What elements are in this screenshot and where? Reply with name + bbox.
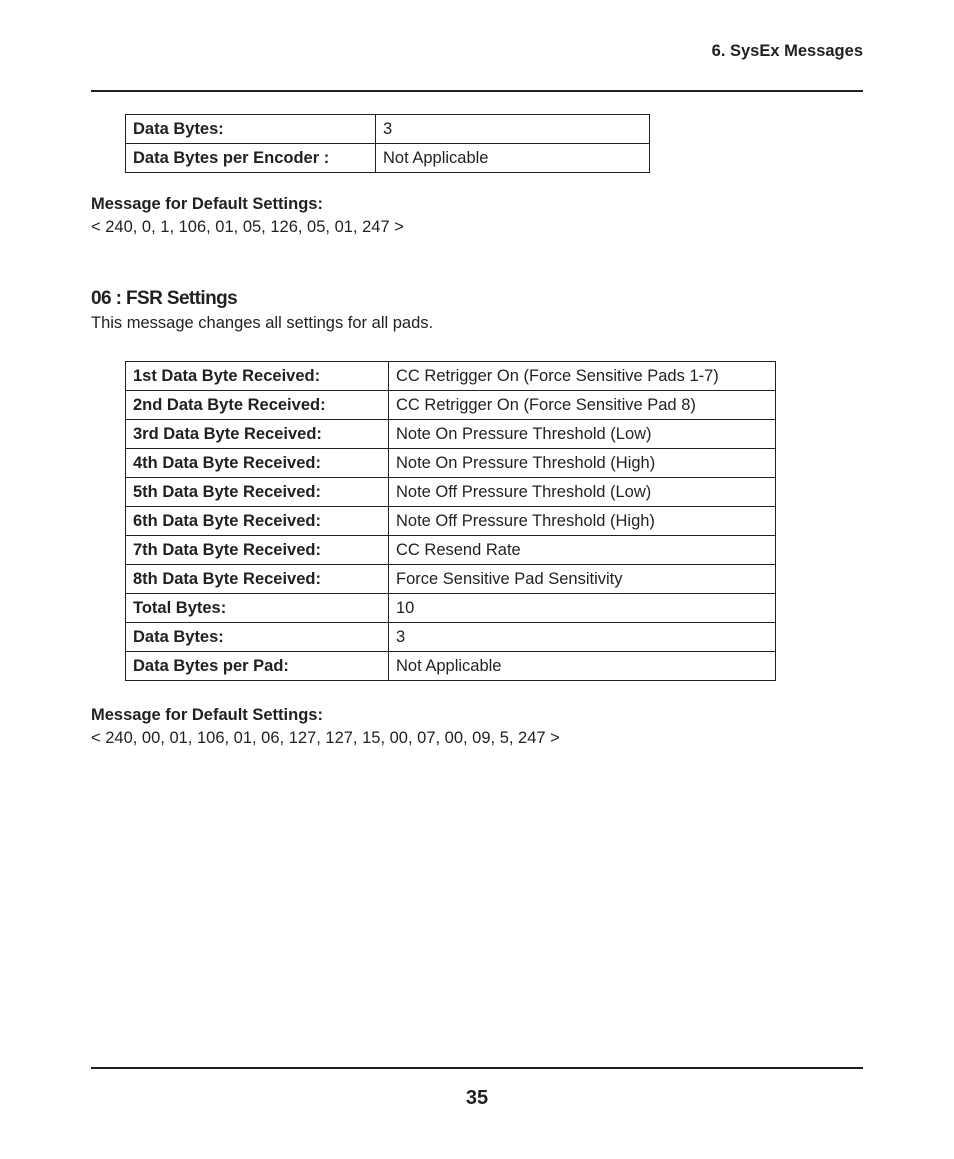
table-row-label: 4th Data Byte Received: [126,449,389,478]
table-row-value: 3 [389,623,776,652]
encoder-default-message-label: Message for Default Settings: [91,195,323,213]
table-row [126,565,776,594]
table-row [126,594,776,623]
table-row-value: Note Off Pressure Threshold (High) [389,507,776,536]
table-row [126,507,776,536]
table-row [126,652,776,681]
table-row-label: Data Bytes: [126,115,376,144]
table-row [126,391,776,420]
table-row [126,536,776,565]
table-row-value: CC Retrigger On (Force Sensitive Pads 1-7) [389,362,776,391]
table-row-value: CC Retrigger On (Force Sensitive Pad 8) [389,391,776,420]
fsr-section-description: This message changes all settings for all pads. [91,314,434,332]
footer-rule [91,1067,863,1069]
table-row-value: Not Applicable [389,652,776,681]
encoder-settings-table [125,114,650,173]
table-row [126,115,650,144]
table-row [126,449,776,478]
table-row-value: CC Resend Rate [389,536,776,565]
running-header-section: 6. SysEx Messages [711,42,863,60]
table-row-label: 2nd Data Byte Received: [126,391,389,420]
table-row-label: Data Bytes per Pad: [126,652,389,681]
table-row-label: Data Bytes: [126,623,389,652]
table-row-label: 5th Data Byte Received: [126,478,389,507]
table-row-value: 10 [389,594,776,623]
table-row-label: 1st Data Byte Received: [126,362,389,391]
table-row-value: Note Off Pressure Threshold (Low) [389,478,776,507]
table-row [126,144,650,173]
table-row-label: 6th Data Byte Received: [126,507,389,536]
table-row-label: Data Bytes per Encoder : [126,144,376,173]
table-row-label: 7th Data Byte Received: [126,536,389,565]
table-row [126,623,776,652]
table-row-value: Note On Pressure Threshold (Low) [389,420,776,449]
table-row [126,478,776,507]
table-row-value: Not Applicable [376,144,650,173]
table-row-label: Total Bytes: [126,594,389,623]
table-row-label: 8th Data Byte Received: [126,565,389,594]
fsr-section-title: 06 : FSR Settings [91,288,238,309]
fsr-default-message-label: Message for Default Settings: [91,706,323,724]
table-row-label: 3rd Data Byte Received: [126,420,389,449]
table-row [126,362,776,391]
table-row-value: 3 [376,115,650,144]
table-row-value: Force Sensitive Pad Sensitivity [389,565,776,594]
encoder-default-message-value: < 240, 0, 1, 106, 01, 05, 126, 05, 01, 247 > [91,218,404,236]
header-rule [91,90,863,92]
page-number: 35 [465,1087,489,1109]
table-row-value: Note On Pressure Threshold (High) [389,449,776,478]
fsr-settings-table [125,361,776,681]
fsr-default-message-value: < 240, 00, 01, 106, 01, 06, 127, 127, 15, 00, 07, 00, 09, 5, 247 > [91,729,560,747]
table-row [126,420,776,449]
